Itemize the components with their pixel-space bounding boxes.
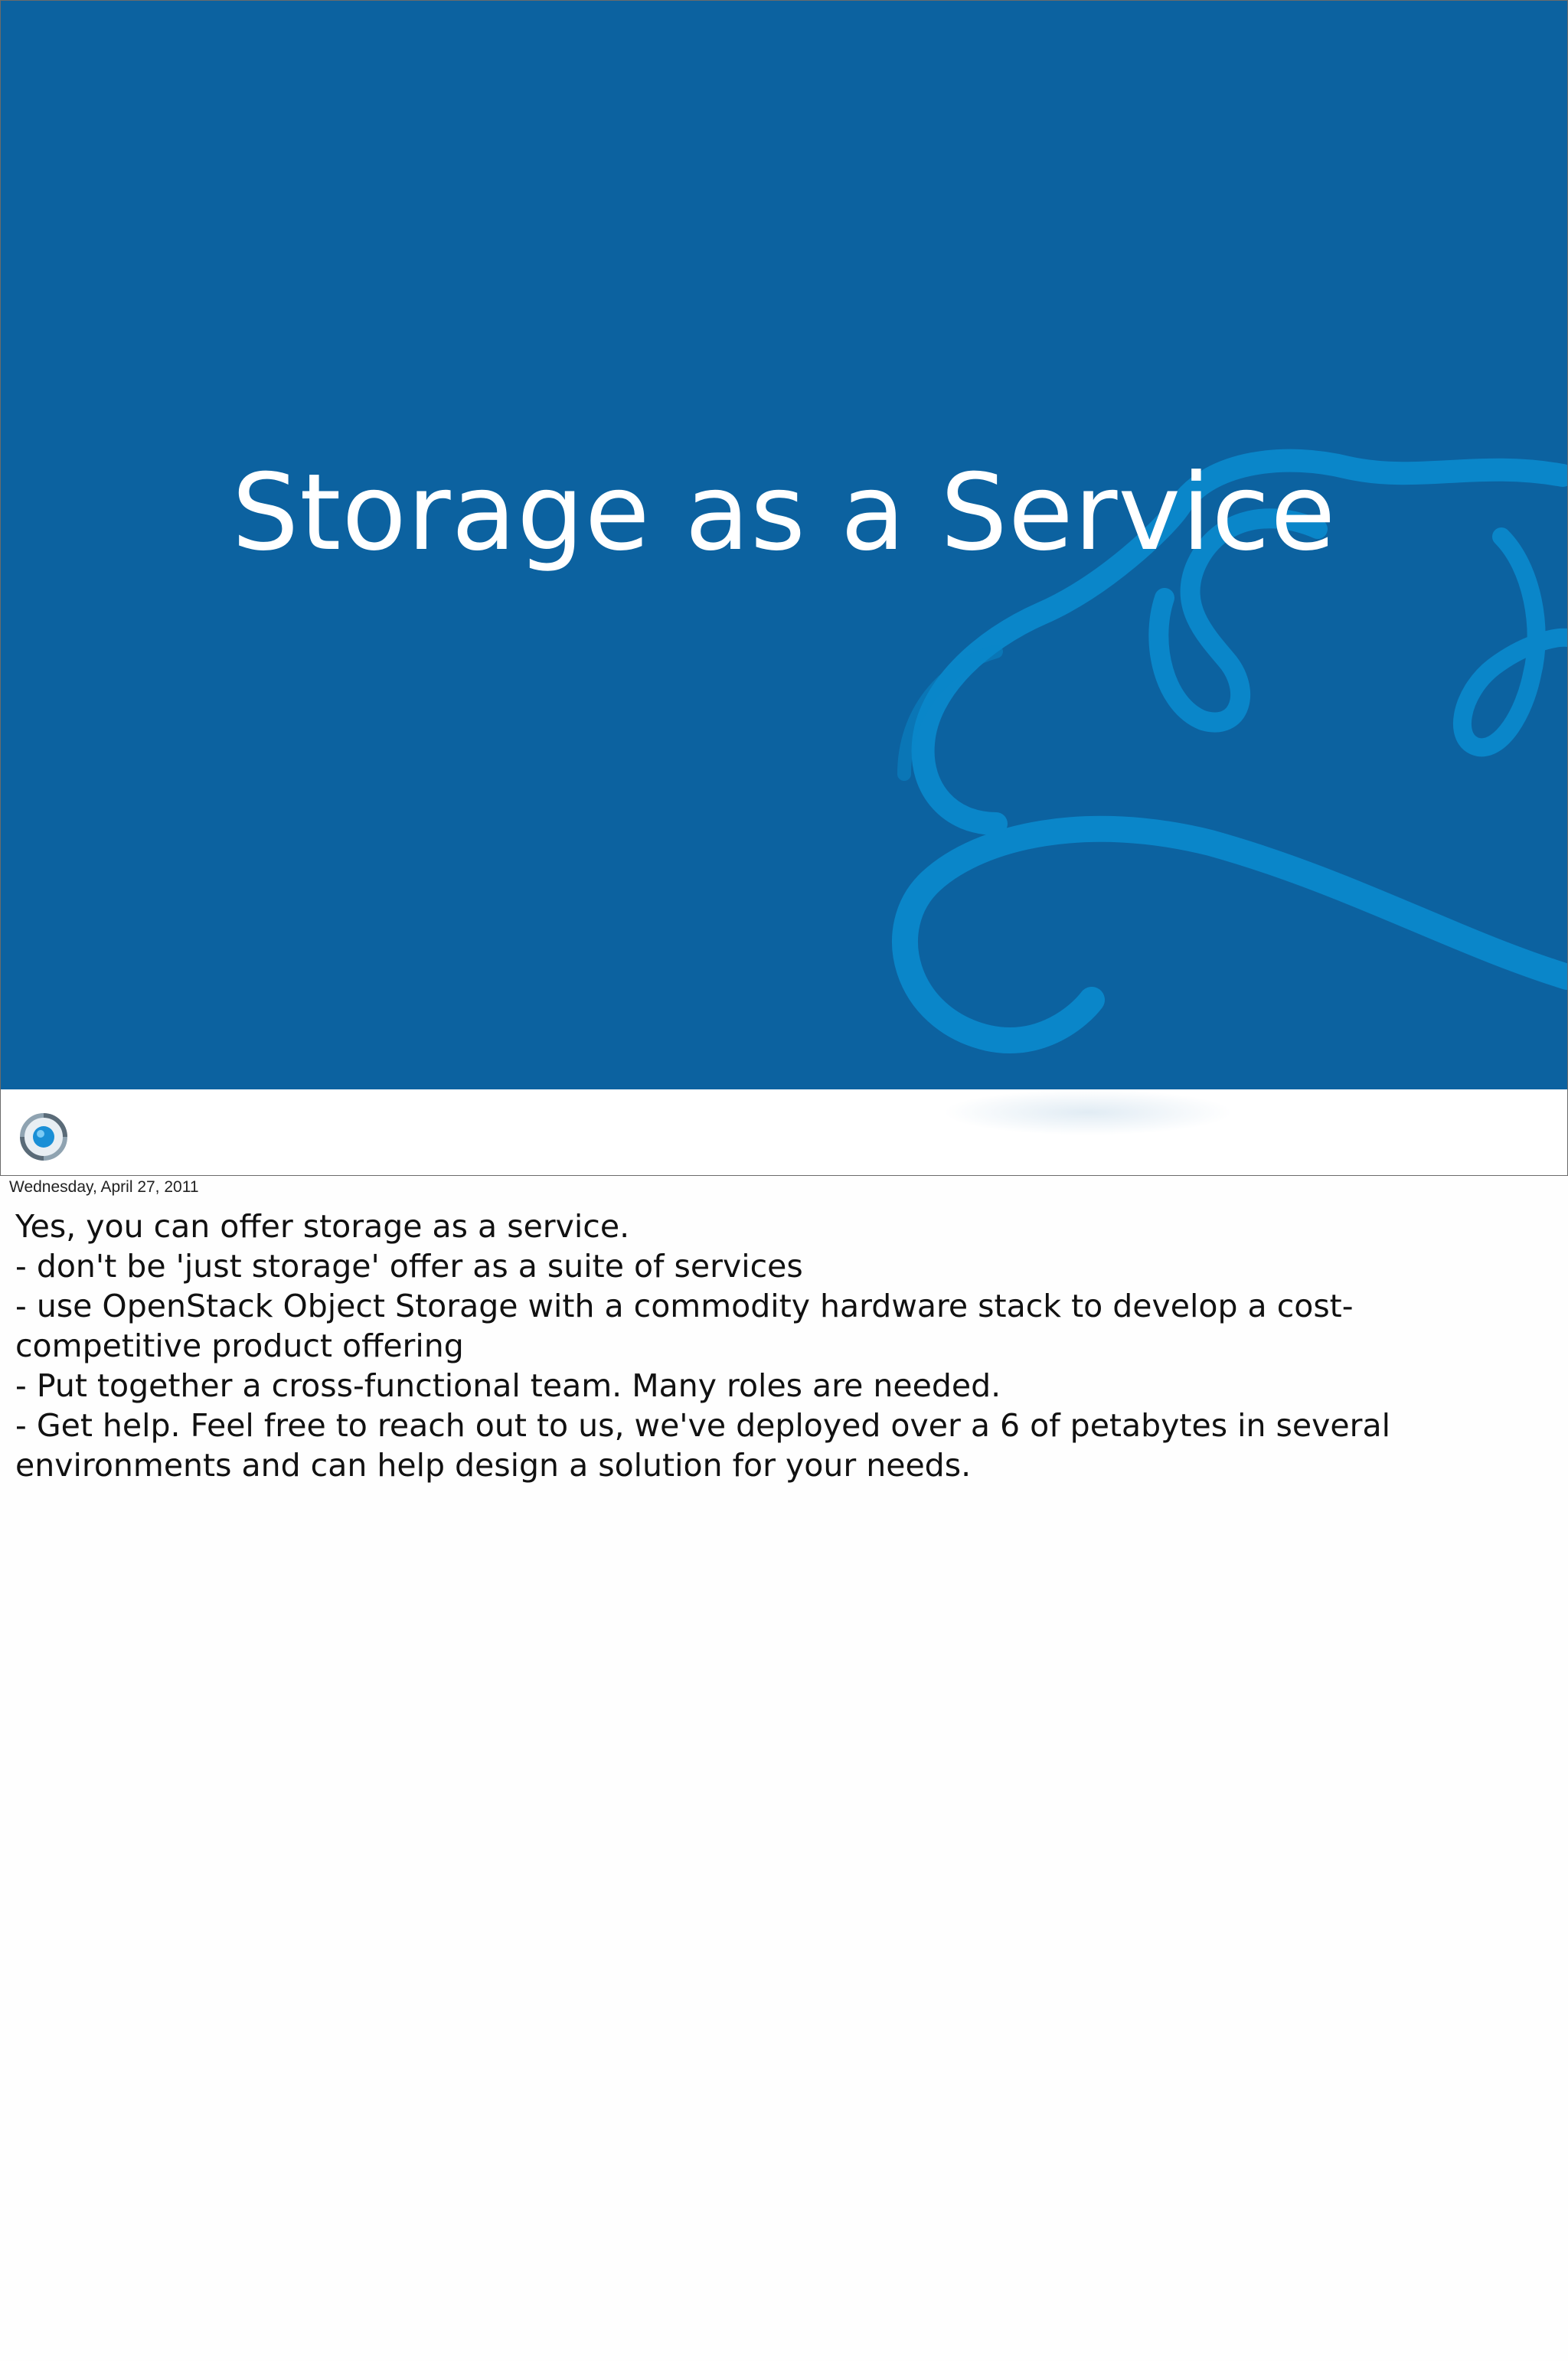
notes-line: environments and can help design a solution for your needs. — [15, 1447, 972, 1484]
slide-footer — [1, 1089, 1567, 1175]
notes-line: - Get help. Feel free to reach out to us, we've deployed over a 6 of petabytes in several — [15, 1407, 1390, 1444]
notes-line: Yes, you can offer storage as a service. — [15, 1208, 630, 1245]
notes-line: - don't be 'just storage' offer as a suite of services — [15, 1248, 803, 1285]
slide-title: Storage as a Service — [231, 451, 1337, 574]
notes-line: competitive product offering — [15, 1327, 464, 1364]
slide-body — [1, 1, 1567, 1089]
openstack-swirl-icon — [18, 1111, 70, 1163]
speaker-notes — [15, 1207, 1547, 1485]
notes-line: - use OpenStack Object Storage with a commodity hardware stack to develop a cost- — [15, 1288, 1354, 1324]
footer-glow — [942, 1089, 1233, 1135]
notes-line: - Put together a cross-functional team. Many roles are needed. — [15, 1367, 1001, 1404]
slide-frame — [0, 0, 1568, 1176]
notes-date: Wednesday, April 27, 2011 — [9, 1178, 199, 1196]
